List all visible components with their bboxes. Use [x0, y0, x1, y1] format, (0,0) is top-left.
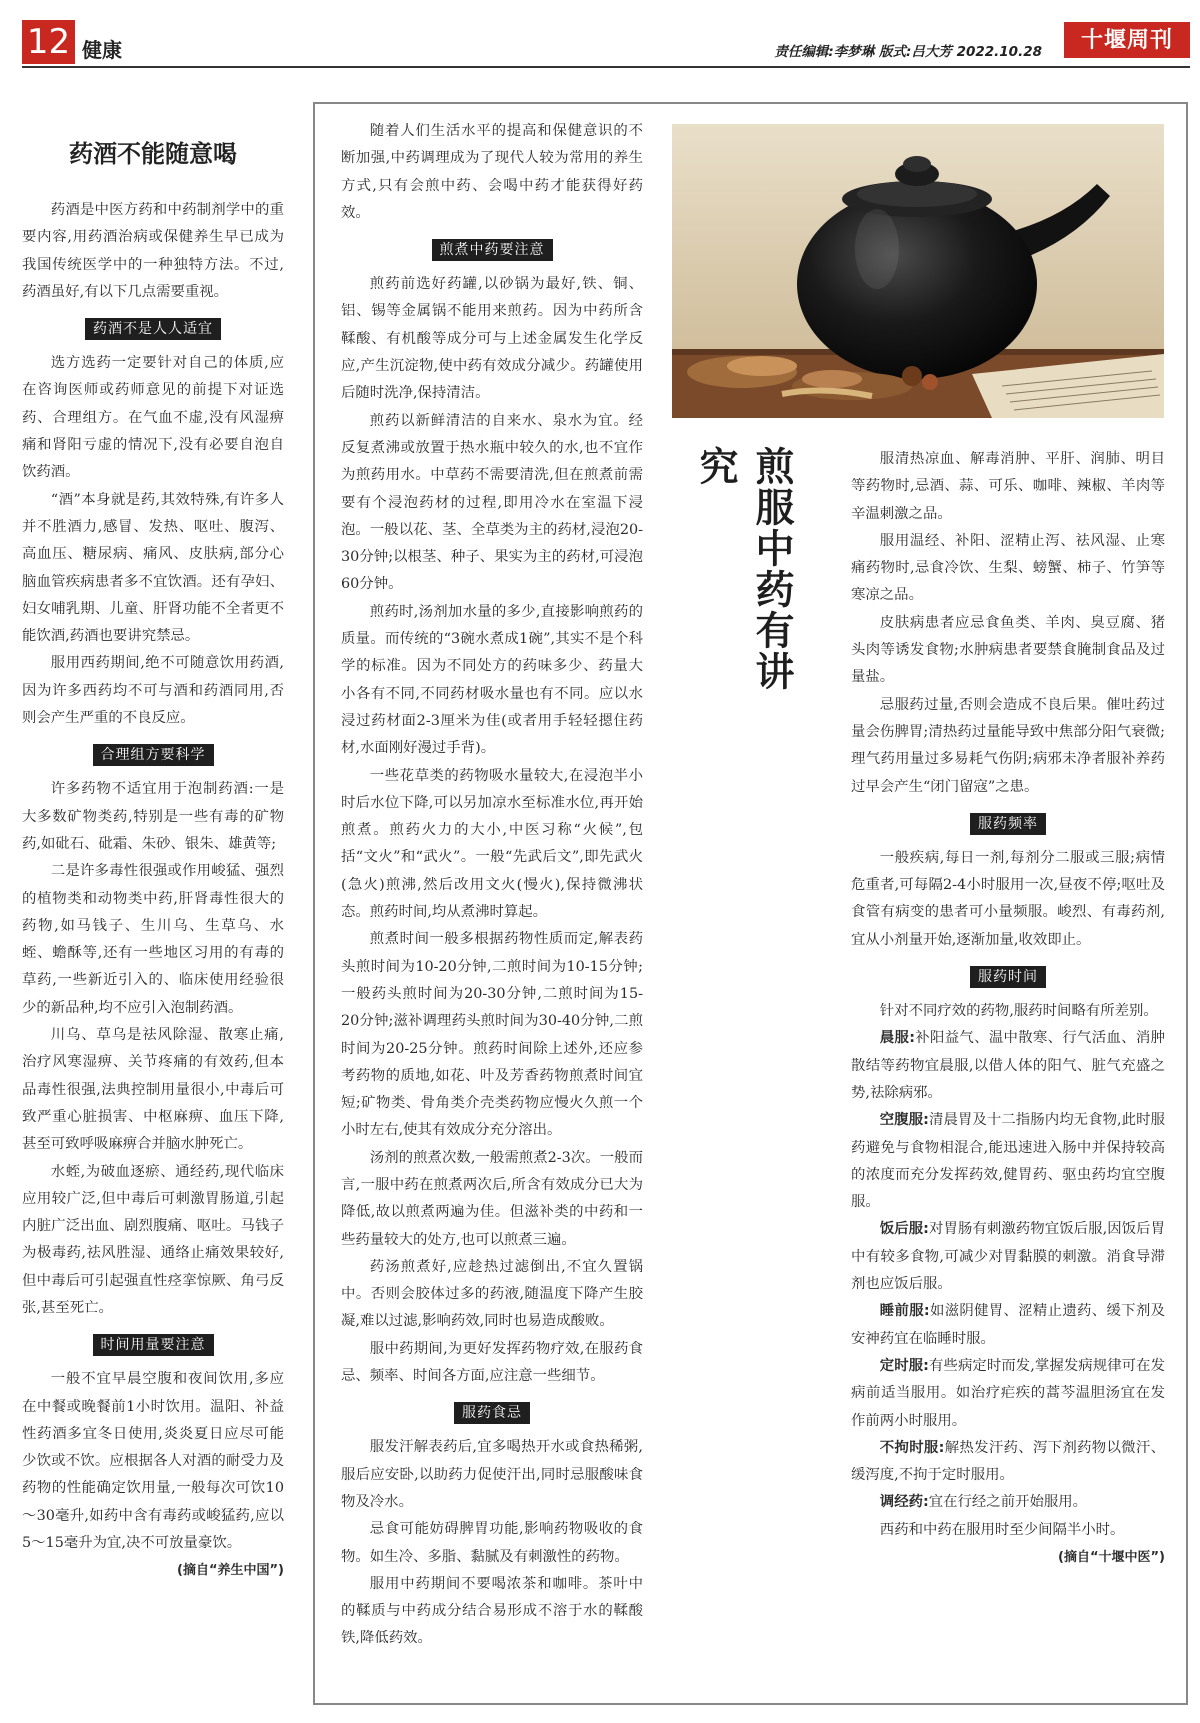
paragraph: “酒”本身就是药,其效特殊,有许多人并不胜酒力,感冒、发热、呕吐、腹泻、高血压、糖尿病、痛风、皮肤病,部分心脑血管疾病患者多不宜饮酒。还有孕妇、妇女哺乳期、儿童、肝肾功能不全者更不能饮酒,药酒也要讲究禁忌。: [22, 491, 284, 645]
paragraph: 西药和中药在服用时至少间隔半小时。: [879, 1521, 1125, 1538]
paragraph: 二是许多毒性很强或作用峻猛、强烈的植物类和动物类中药,肝肾毒性很大的药物,如马钱子、生川乌、生草乌、水蛭、蟾酥等,还有一些地区习用的有毒的草药,一些新近引入的、临床使用经验很少的新品种,均不应引入泡制药酒。: [22, 863, 284, 1016]
paragraph: 药汤煎煮好,应趁热过滤倒出,不宜久置锅中。否则会胶体过多的药液,随温度下降产生胶凝,难以过滤,影响药效,同时也易造成酸败。: [341, 1258, 643, 1330]
paragraph: 药酒是中医方药和中药制剂学中的重要内容,用药酒治病或保健养生早已成为我国传统医学中的一种独特方法。不过,药酒虽好,有以下几点需要重视。: [22, 202, 284, 300]
timing-item: 调经药:宜在行经之前开始服用。: [879, 1494, 1088, 1511]
article-title: 药酒不能随意喝: [69, 139, 237, 168]
timing-item: 睡前服:如滋阴健胃、涩精止遗药、缓下剂及安神药宜在临睡时服。: [851, 1303, 1165, 1347]
paragraph: 服中药期间,为更好发挥药物疗效,在服药食忌、频率、时间各方面,应注意一些细节。: [341, 1340, 643, 1385]
paragraph: 煎药时,汤剂加水量的多少,直接影响煎药的质量。而传统的“3碗水煮成1碗”,其实不是个科学的标准。因为不同处方的药味多少、药量大小各有不同,不同药材吸水量也有不同。应以水浸过药材面2-3厘米为佳(或者用手轻轻摁住药材,水面刚好漫过手背)。: [341, 603, 643, 757]
subheading: 服药食忌: [341, 1402, 643, 1424]
paragraph: 服用西药期间,绝不可随意饮用药酒,因为许多西药均不可与酒和药酒同用,否则会产生严重的不良反应。: [22, 655, 284, 727]
right-article-column-1: [341, 118, 643, 1653]
paragraph: 一般疾病,每日一剂,每剂分二服或三服;病情危重者,可每隔2-4小时服用一次,昼夜不停;呕吐及食管有病变的患者可小量频服。峻烈、有毒药剂,宜从小剂量开始,逐渐加量,收效即止。: [851, 849, 1165, 948]
timing-item: 空腹服:清晨胃及十二指肠内均无食物,此时服药避免与食物相混合,能迅速进入肠中并保持较高的浓度而充分发挥药效,健胃药、驱虫药均宜空腹服。: [851, 1112, 1166, 1211]
herbal-clay-pot-icon: [672, 124, 1164, 418]
paragraph: 皮肤病患者应忌食鱼类、羊肉、臭豆腐、猪头肉等诱发食物;水肿病患者要禁食腌制食品及过量盐。: [851, 614, 1165, 686]
paragraph: 水蛭,为破血逐瘀、通经药,现代临床应用较广泛,但中毒后可刺激胃肠道,引起内脏广泛出血、剧烈腹痛、呕吐。马钱子为极毒药,祛风胜湿、通络止痛效果较好,但中毒后可引起强直性痉挛惊厥、角弓反张,甚至死亡。: [22, 1163, 284, 1316]
paragraph: 服发汗解表药后,宜多喝热开水或食热稀粥,服后应安卧,以助药力促使汗出,同时忌服酸味食物及冷水。: [341, 1439, 643, 1510]
subheading: 药酒不是人人适宜: [22, 318, 284, 340]
subheading: 服药频率: [851, 813, 1165, 835]
paragraph: 忌食可能妨碍脾胃功能,影响药物吸收的食物。如生冷、多脂、黏腻及有刺激性的药物。: [341, 1521, 643, 1565]
section-name: 健康: [82, 38, 122, 62]
right-article-column-2: [851, 446, 1165, 1571]
paragraph: 忌服药过量,否则会造成不良后果。催吐药过量会伤脾胃;清热药过量能导致中焦部分阳气衰微;理气药用量过多易耗气伤阴;病邪未净者服补养药过早会产生“闭门留寇”之患。: [851, 696, 1165, 795]
timing-item: 饭后服:对胃肠有刺激药物宜饭后服,因饭后胃中有较多食物,可减少对胃黏膜的刺激。消食导滞剂也应饭后服。: [851, 1221, 1166, 1293]
paragraph: 煎药以新鲜清洁的自来水、泉水为宜。经反复煮沸或放置于热水瓶中较久的水,也不宜作为煎药用水。中草药不需要清洗,但在煎煮前需要有个浸泡药材的过程,即用冷水在室温下浸泡。一般以花、茎、全草类为主的药材,浸泡20-30分钟;以根茎、种子、果实为主的药材,可浸泡60分钟。: [341, 412, 643, 593]
paragraph: 选方选药一定要针对自己的体质,应在咨询医师或药师意见的前提下对证选药、合理组方。在气血不虚,没有风湿痹痛和肾阳亏虚的情况下,没有必要自泡自饮药酒。: [22, 355, 284, 481]
masthead-logo: 十堰周刊: [1064, 22, 1190, 58]
paragraph: 服用温经、补阳、涩精止泻、祛风湿、止寒痛药物时,忌食冷饮、生梨、螃蟹、柿子、竹笋等寒凉之品。: [851, 532, 1165, 604]
paragraph: 煎药前选好药罐,以砂锅为最好,铁、铜、铝、锡等金属锅不能用来煎药。因为中药所含鞣酸、有机酸等成分可与上述金属发生化学反应,产生沉淀物,使中药有效成分减少。药罐使用后随时洗净,保持清洁。: [341, 276, 643, 402]
timing-item: 晨服:补阳益气、温中散寒、行气活血、消肿散结等药物宜晨服,以借人体的阳气、脏气充盛之势,祛除病邪。: [851, 1030, 1165, 1101]
source-note: (摘自“十堰中医”): [1058, 1549, 1165, 1565]
article-title-vertical: 煎服中药有讲究: [693, 446, 795, 692]
paragraph: 川乌、草乌是祛风除湿、散寒止痛,治疗风寒湿痹、关节疼痛的有效药,但本品毒性很强,法典控制用量很小,中毒后可致严重心脏损害、中枢麻痹、血压下降,甚至可致呼吸麻痹合并脑水肿死亡。: [22, 1027, 284, 1153]
left-article: [22, 125, 284, 1585]
paragraph: 一般不宜早晨空腹和夜间饮用,多应在中餐或晚餐前1小时饮用。温阳、补益性药酒多宜冬日使用,炎炎夏日应尽可能少饮或不饮。应根据各人对酒的耐受力及药物的性能确定饮用量,一般每次可饮10～30毫升,如药中含有毒药或峻猛药,应以5～15毫升为宜,决不可放量豪饮。: [22, 1371, 284, 1552]
timing-item: 定时服:有些病定时而发,掌握发病规律可在发病前适当服用。如治疗疟疾的蒿芩温胆汤宜在发作前两小时服用。: [851, 1357, 1166, 1429]
paragraph: 针对不同疗效的药物,服药时间略有所差别。: [879, 1003, 1158, 1020]
paragraph: 汤剂的煎煮次数,一般需煎煮2-3次。一般而言,一服中药在煎煮两次后,所含有效成分已大为降低,故以煎煮两遍为佳。但滋补类的中药和一些药量较大的处方,也可以煎煮三遍。: [341, 1149, 643, 1248]
paragraph: 许多药物不适宜用于泡制药酒:一是大多数矿物类药,特别是一些有毒的矿物药,如砒石、砒霜、朱砂、银朱、雄黄等;: [22, 781, 284, 852]
paragraph: 服清热凉血、解毒消肿、平肝、润肺、明目等药物时,忌酒、蒜、可乐、咖啡、辣椒、羊肉等辛温刺激之品。: [851, 451, 1165, 522]
source-note: (摘自“养生中国”): [177, 1563, 284, 1579]
subheading: 时间用量要注意: [22, 1334, 284, 1356]
subheading: 服药时间: [851, 966, 1165, 988]
page-number: 12: [22, 20, 75, 64]
subheading: 合理组方要科学: [22, 744, 284, 766]
paragraph: 服用中药期间不要喝浓茶和咖啡。茶叶中的鞣质与中药成分结合易形成不溶于水的鞣酸铁,降低药效。: [341, 1575, 643, 1647]
header-rule: [22, 66, 1190, 68]
page-header: [22, 18, 1190, 66]
timing-item: 不拘时服:解热发汗药、泻下剂药物以微汗、缓泻度,不拘于定时服用。: [851, 1439, 1165, 1484]
paragraph: 一些花草类的药物吸水量较大,在浸泡半小时后水位下降,可以另加凉水至标准水位,再开始煎煮。煎药火力的大小,中医习称“火候”,包括“文火”和“武火”。一般“先武后文”,即先武火(急火)煎沸,然后改用文火(慢火),保持微沸状态。煎药时间,均从煮沸时算起。: [341, 767, 643, 921]
paragraph: 随着人们生活水平的提高和保健意识的不断加强,中药调理成为了现代人较为常用的养生方式,只有会煎中药、会喝中药才能获得好药效。: [341, 123, 643, 221]
paragraph: 煎煮时间一般多根据药物性质而定,解表药头煎时间为10-20分钟,二煎时间为10-15分钟;一般药头煎时间为20-30分钟,二煎时间为15-20分钟;滋补调理药头煎时间为30-40分钟,二煎时间为20-25分钟。煎药时间除上述外,还应参考药物的质地,如花、叶及芳香药物煎煮时间宜短;矿物类、骨角类介壳类药物应慢火久煎一个小时左右,使其有效成分充分溶出。: [341, 931, 643, 1139]
subheading: 煎煮中药要注意: [341, 239, 643, 261]
herbal-pot-photo: [672, 124, 1164, 418]
editor-credits: 责任编辑:李梦琳 版式:吕大芳 2022.10.28: [774, 44, 1042, 60]
